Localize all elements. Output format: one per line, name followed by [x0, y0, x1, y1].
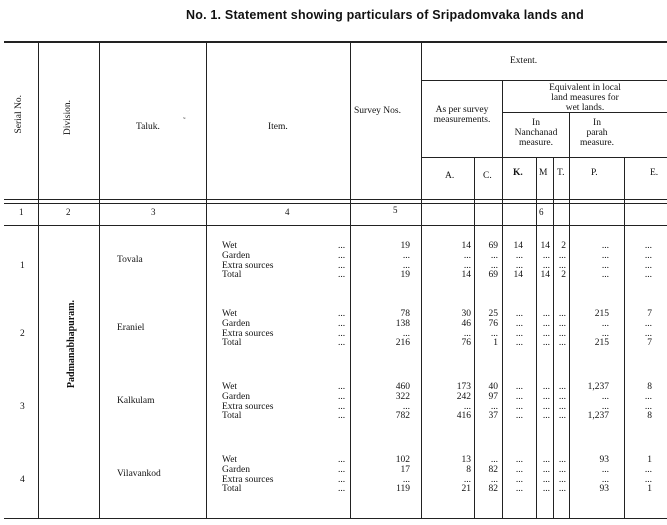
table-cell-a: 14 — [461, 270, 471, 281]
table-cell-e: 1 — [647, 484, 652, 495]
table-cell-p: 93 — [599, 455, 609, 465]
table-cell-k: ... — [515, 338, 523, 349]
table-cell-c: ... — [490, 328, 498, 339]
taluk-name: Kalkulam — [117, 396, 155, 406]
item-label: Extra sources — [222, 401, 274, 412]
table-cell-k: 14 — [513, 270, 523, 281]
table-cell-a: 21 — [461, 484, 471, 495]
table-cell-e: ... — [644, 328, 652, 339]
table-cell-t: ... — [558, 484, 566, 495]
leader-dots: ... — [338, 484, 346, 495]
table-cell-p: ... — [601, 401, 609, 412]
table-cell-e: 7 — [647, 309, 652, 319]
table-cell-p: ... — [601, 260, 609, 271]
table-cell-a: ... — [463, 328, 471, 339]
item-label: Extra sources — [222, 260, 274, 271]
equivalent-header: Equivalent in local land measures for wet lands. — [549, 83, 621, 113]
leader-dots: ... — [338, 241, 346, 251]
table-cell-e: ... — [644, 250, 652, 261]
table-cell-p: ... — [601, 464, 609, 475]
table-cell-p: 1,237 — [587, 382, 609, 392]
table-cell-k: ... — [515, 411, 523, 422]
item-label: Garden — [222, 250, 250, 261]
edangazhi-header: E. — [650, 168, 659, 178]
leader-dots: ... — [338, 250, 346, 261]
division-name: Padmanabhapuram. — [66, 300, 77, 389]
item-label: Garden — [222, 318, 250, 329]
table-cell-m: ... — [542, 484, 550, 495]
leader-dots: ... — [338, 318, 346, 329]
table-cell-e: ... — [644, 464, 652, 475]
table-cell-a: 173 — [456, 382, 471, 392]
table-cell-c: 40 — [488, 382, 498, 392]
table-cell-k: ... — [515, 474, 523, 485]
table-cell-t: ... — [558, 464, 566, 475]
table-cell-p: ... — [601, 270, 609, 281]
survey-measure-header: As per survey measurements. — [433, 105, 491, 125]
col-number: 1 — [19, 207, 24, 217]
table-cell-t: 2 — [561, 241, 566, 251]
parah-unit-header: P. — [591, 168, 598, 178]
table-cell-k: ... — [515, 484, 523, 495]
leader-dots: ... — [338, 270, 346, 281]
table-cell-a: ... — [463, 250, 471, 261]
table-cell-p: 1,237 — [587, 411, 609, 422]
table-cell-k: ... — [515, 401, 523, 412]
table-cell-survey: 119 — [396, 484, 410, 495]
item-label: Total — [222, 484, 242, 495]
leader-dots: ... — [338, 260, 346, 271]
table-cell-e: ... — [644, 391, 652, 402]
table-cell-e: ... — [644, 318, 652, 329]
table-cell-e: ... — [644, 241, 652, 251]
table-cell-t: ... — [558, 250, 566, 261]
item-header: Item. — [268, 122, 288, 132]
table-cell-p: 215 — [594, 338, 609, 349]
table-cell-t: ... — [558, 260, 566, 271]
table-cell-c: 69 — [488, 241, 498, 251]
table-cell-k: ... — [515, 260, 523, 271]
table-cell-m: ... — [542, 260, 550, 271]
table-cell-k: 14 — [513, 241, 523, 251]
table-cell-m: ... — [542, 338, 550, 349]
table-cell-survey: 78 — [400, 309, 410, 319]
table-cell-a: 76 — [461, 338, 471, 349]
kottah-header: K. — [513, 168, 523, 178]
table-cell-a: 46 — [461, 318, 471, 329]
table-cell-k: ... — [515, 382, 523, 392]
table-cell-c: 97 — [488, 391, 498, 402]
table-cell-k: ... — [515, 328, 523, 339]
item-label: Wet — [222, 455, 238, 465]
nanchanad-header: In Nanchanad measure. — [514, 118, 558, 148]
table-cell-e: 8 — [647, 382, 652, 392]
table-cell-m: ... — [542, 318, 550, 329]
table-cell-c: 69 — [488, 270, 498, 281]
table-cell-m: ... — [542, 250, 550, 261]
table-cell-survey: 322 — [395, 391, 410, 402]
table-cell-c: 82 — [488, 484, 498, 495]
col-number: 5 — [393, 205, 398, 215]
marakkal-header: M — [539, 168, 548, 178]
item-label: Garden — [222, 391, 250, 402]
col-number: 2 — [66, 207, 71, 217]
table-cell-m: ... — [542, 391, 550, 402]
col-number: 4 — [285, 207, 290, 217]
item-label: Total — [222, 411, 242, 422]
table-cell-a: 416 — [456, 411, 471, 422]
leader-dots: ... — [338, 391, 346, 402]
table-cell-k: ... — [515, 309, 523, 319]
taluk-name: Vilavankod — [117, 469, 161, 479]
table-cell-survey: 460 — [395, 382, 410, 392]
table-cell-survey: ... — [402, 474, 410, 485]
table-cell-t: ... — [558, 309, 566, 319]
table-cell-survey: 19 — [400, 241, 410, 251]
division-header: Division. — [63, 100, 73, 136]
table-cell-t: 2 — [561, 270, 566, 281]
table-cell-t: ... — [558, 401, 566, 412]
table-cell-c: 82 — [488, 464, 498, 475]
item-label: Total — [222, 338, 242, 349]
table-cell-m: 14 — [540, 241, 550, 251]
table-cell-m: ... — [542, 382, 550, 392]
item-label: Wet — [222, 241, 238, 251]
table-cell-k: ... — [515, 455, 523, 465]
table-cell-m: ... — [542, 411, 550, 422]
leader-dots: ... — [338, 411, 346, 422]
table-cell-a: ... — [463, 474, 471, 485]
item-label: Total — [222, 270, 242, 281]
item-label: Extra sources — [222, 474, 274, 485]
table-cell-p: ... — [601, 250, 609, 261]
table-cell-m: ... — [542, 455, 550, 465]
survey-nos-header: Survey Nos. — [354, 106, 401, 116]
table-cell-p: ... — [601, 328, 609, 339]
taluk-header: Taluk. — [136, 122, 160, 132]
table-cell-m: 14 — [540, 270, 550, 281]
col-number: 3 — [151, 207, 156, 217]
table-cell-t: ... — [558, 455, 566, 465]
table-cell-k: ... — [515, 464, 523, 475]
item-label: Wet — [222, 309, 238, 319]
table-cell-m: ... — [542, 328, 550, 339]
table-cell-c: 37 — [488, 411, 498, 422]
table-cell-a: ... — [463, 260, 471, 271]
table-cell-c: ... — [490, 260, 498, 271]
table-cell-m: ... — [542, 309, 550, 319]
table-cell-survey: 19 — [400, 270, 410, 281]
parah-header: In parah measure. — [579, 118, 615, 148]
table-cell-t: ... — [558, 318, 566, 329]
table-cell-e: ... — [644, 474, 652, 485]
table-cell-t: ... — [558, 328, 566, 339]
table-cell-m: ... — [542, 401, 550, 412]
table-cell-survey: 216 — [395, 338, 410, 349]
leader-dots: ... — [338, 309, 346, 319]
table-cell-p: ... — [601, 318, 609, 329]
table-cell-m: ... — [542, 474, 550, 485]
table-cell-survey: 102 — [395, 455, 410, 465]
table-cell-c: 1 — [493, 338, 498, 349]
col-number: 6 — [539, 207, 544, 217]
table-cell-survey: 138 — [395, 318, 410, 329]
table-cell-e: 7 — [647, 338, 652, 349]
table-cell-survey: 17 — [400, 464, 410, 475]
table-cell-e: 1 — [647, 455, 652, 465]
leader-dots: ... — [338, 474, 346, 485]
leader-dots: ... — [338, 382, 346, 392]
leader-dots: ... — [338, 338, 346, 349]
serial-number: 2 — [20, 329, 25, 339]
table-cell-c: 25 — [488, 309, 498, 319]
item-label: Extra sources — [222, 328, 274, 339]
table-cell-c: ... — [490, 474, 498, 485]
table-cell-t: ... — [558, 391, 566, 402]
acre-header: A. — [445, 171, 455, 181]
cent-header: C. — [483, 171, 492, 181]
table-cell-c: ... — [490, 401, 498, 412]
table-cell-a: ... — [463, 401, 471, 412]
table-cell-p: ... — [601, 474, 609, 485]
table-cell-t: ... — [558, 474, 566, 485]
extent-header: Extent. — [510, 56, 538, 66]
serial-number: 3 — [20, 402, 25, 412]
table-cell-survey: ... — [402, 401, 410, 412]
mark-glyph: ˜ — [183, 116, 186, 125]
table-cell-a: 13 — [461, 455, 471, 465]
table-cell-c: 76 — [488, 318, 498, 329]
page-title: No. 1. Statement showing particulars of Sripadomvaka lands and — [186, 8, 584, 22]
table-cell-m: ... — [542, 464, 550, 475]
taluk-name: Eraniel — [117, 323, 145, 333]
item-label: Wet — [222, 382, 238, 392]
table-cell-e: ... — [644, 270, 652, 281]
table-cell-p: 215 — [594, 309, 609, 319]
table-cell-t: ... — [558, 338, 566, 349]
taluk-name: Tovala — [117, 255, 143, 265]
table-cell-survey: ... — [402, 250, 410, 261]
table-cell-c: ... — [490, 455, 498, 465]
table-cell-k: ... — [515, 250, 523, 261]
table-cell-a: 14 — [461, 241, 471, 251]
table-cell-e: ... — [644, 401, 652, 412]
table-cell-e: ... — [644, 260, 652, 271]
leader-dots: ... — [338, 328, 346, 339]
serial-no-header: Serial No. — [14, 95, 24, 134]
table-cell-a: 242 — [456, 391, 471, 402]
table-cell-k: ... — [515, 318, 523, 329]
table-cell-survey: ... — [402, 328, 410, 339]
table-cell-a: 30 — [461, 309, 471, 319]
table-cell-p: 93 — [599, 484, 609, 495]
table-cell-a: 8 — [466, 464, 471, 475]
serial-number: 1 — [20, 261, 25, 271]
thudam-header: T. — [557, 168, 565, 178]
serial-number: 4 — [20, 475, 25, 485]
table-cell-k: ... — [515, 391, 523, 402]
table-cell-e: 8 — [647, 411, 652, 422]
leader-dots: ... — [338, 401, 346, 412]
table-cell-p: ... — [601, 241, 609, 251]
table-cell-survey: 782 — [395, 411, 410, 422]
table-cell-c: ... — [490, 250, 498, 261]
table-cell-p: ... — [601, 391, 609, 402]
table-cell-survey: ... — [402, 260, 410, 271]
leader-dots: ... — [338, 464, 346, 475]
table-cell-t: ... — [558, 382, 566, 392]
leader-dots: ... — [338, 455, 346, 465]
table-cell-t: ... — [558, 411, 566, 422]
item-label: Garden — [222, 464, 250, 475]
